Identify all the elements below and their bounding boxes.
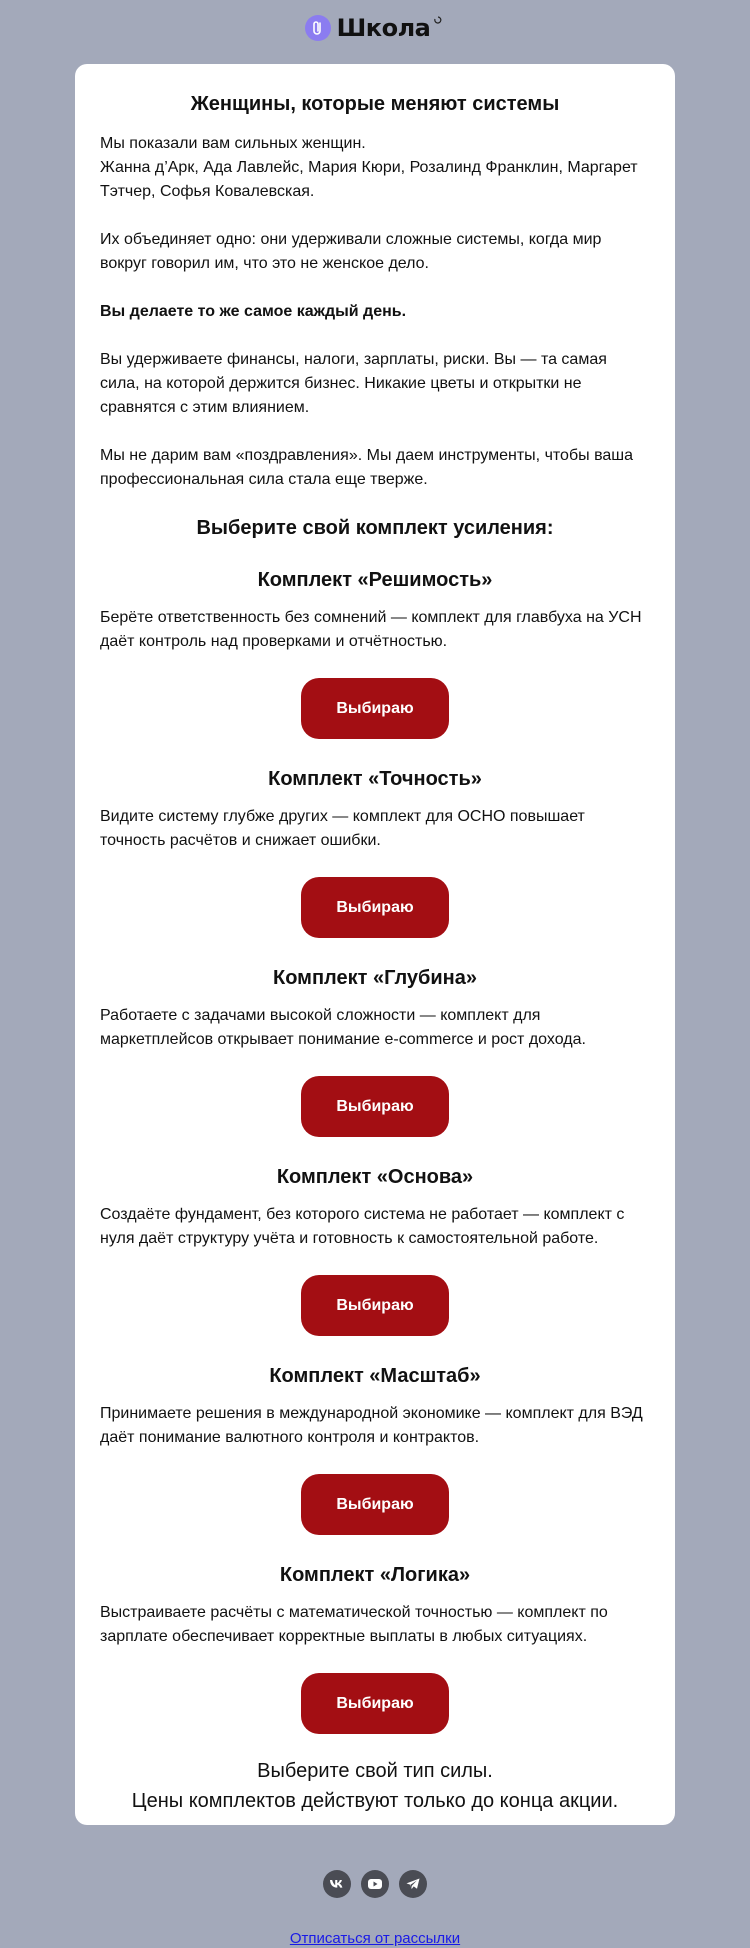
kit-title: Комплект «Масштаб» <box>269 1365 481 1387</box>
kit-logic <box>100 1563 650 1734</box>
logo-mark-icon <box>434 16 443 25</box>
intro-paragraph-3: Вы делаете то же самое каждый день. <box>100 303 407 320</box>
kit-description: Принимаете решения в международной экономике — комплект для ВЭД даёт понимание валютного контроля и контрактов. <box>100 1405 643 1446</box>
kit-description: Выстраиваете расчёты с математической точностью — комплект по зарплате обеспечивает корректные выплаты в любых ситуациях. <box>100 1604 608 1645</box>
kit-description: Берёте ответственность без сомнений — комплект для главбуха на УСН даёт контроль над проверками и отчётностью. <box>100 609 642 650</box>
outro-text <box>100 1756 650 1816</box>
kit-precision <box>100 767 650 938</box>
intro-paragraph-2: Их объединяет одно: они удерживали сложные системы, когда мир вокруг говорил им, что это не женское дело. <box>100 231 602 272</box>
intro-paragraph-5: Мы не дарим вам «поздравления». Мы даем инструменты, чтобы ваша профессиональная сила стала еще тверже. <box>100 447 634 488</box>
kit-resolve <box>100 568 650 739</box>
vk-icon[interactable] <box>323 1870 351 1898</box>
kit-title: Комплект «Основа» <box>276 1166 474 1188</box>
choose-kit-button[interactable]: Выбираю <box>301 1076 449 1137</box>
intro-paragraph-1 <box>100 132 650 204</box>
choose-kit-button[interactable]: Выбираю <box>301 1673 449 1734</box>
paperclip-icon <box>305 15 331 41</box>
logo[interactable] <box>0 13 750 43</box>
choose-kit-button[interactable]: Выбираю <box>301 1275 449 1336</box>
outro-line-2: Цены комплектов действуют только до конца акции. <box>131 1790 619 1812</box>
social-links <box>0 1870 750 1898</box>
kit-depth <box>100 966 650 1137</box>
kit-description: Создаёте фундамент, без которого система не работает — комплект с нуля даёт структуру учёта и готовность к самостоятельной работе. <box>100 1206 625 1247</box>
choose-kit-button[interactable]: Выбираю <box>301 1474 449 1535</box>
kit-title: Комплект «Глубина» <box>273 967 477 989</box>
youtube-icon[interactable] <box>361 1870 389 1898</box>
kit-description: Видите систему глубже других — комплект для ОСНО повышает точность расчётов и снижает ошибки. <box>100 808 585 849</box>
unsubscribe-link[interactable]: Отписаться от рассылки <box>289 1930 461 1947</box>
logo-text: Школа <box>336 14 431 42</box>
intro-paragraph-4: Вы удерживаете финансы, налоги, зарплаты, риски. Вы — та самая сила, на которой держится бизнес. Никакие цветы и открытки не сравнятся с этим влиянием. <box>100 351 607 416</box>
telegram-icon[interactable] <box>399 1870 427 1898</box>
choose-kit-heading: Выберите свой комплект усиления: <box>196 517 554 539</box>
kit-description: Работаете с задачами высокой сложности — комплект для маркетплейсов открывает понимание e-commerce и рост дохода. <box>100 1007 586 1048</box>
intro-p1-line2: Жанна д’Арк, Ада Лавлейс, Мария Кюри, Розалинд Франклин, Маргарет Тэтчер, Софья Ковалевская. <box>100 159 638 200</box>
outro-line-1: Выберите свой тип силы. <box>257 1760 493 1782</box>
kit-title: Комплект «Решимость» <box>257 569 493 591</box>
choose-kit-button[interactable]: Выбираю <box>301 877 449 938</box>
intro-text <box>100 132 650 492</box>
kit-title: Комплект «Логика» <box>279 1564 471 1586</box>
kit-title: Комплект «Точность» <box>268 768 482 790</box>
choose-kit-button[interactable]: Выбираю <box>301 678 449 739</box>
page-title: Женщины, которые меняют системы <box>190 93 560 115</box>
kit-scale <box>100 1364 650 1535</box>
intro-p1-line1: Мы показали вам сильных женщин. <box>100 135 366 152</box>
content-card <box>75 64 675 1825</box>
kit-foundation <box>100 1165 650 1336</box>
